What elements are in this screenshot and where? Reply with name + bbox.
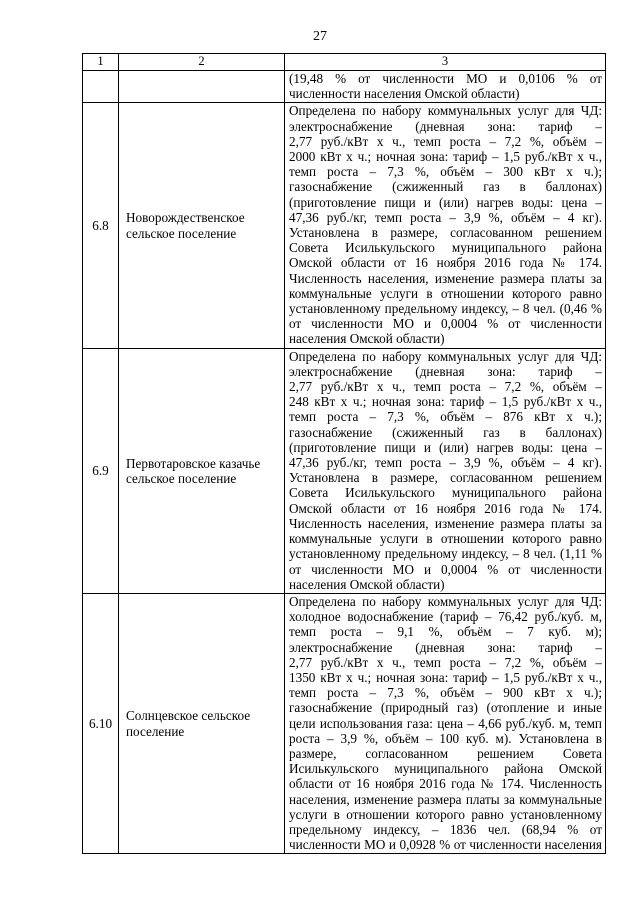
text-line: установленному предельному индексу, – 8 чел. (1,11 % xyxy=(289,546,602,562)
text-line: от численности МО и 0,0004 % от численности xyxy=(289,561,602,577)
continuation-row xyxy=(83,71,606,103)
text-line: установленному предельному индексу, – 8 чел. (0,46 % xyxy=(289,301,602,317)
text-line: Исилькульского муниципального района Омской xyxy=(289,761,602,777)
text-line: численности населения Омской области) xyxy=(289,86,520,102)
text-line: Численность населения, изменение размера платы за xyxy=(289,515,602,531)
tariff-description xyxy=(285,103,606,348)
text-line: Установлена в размере, согласованном решением xyxy=(289,225,602,241)
table-row xyxy=(83,593,606,853)
text-line: Омской области от 16 ноября 2016 года № 174. xyxy=(289,500,602,516)
text-line: (приготовление пищи и (или) нагрев воды: цена – xyxy=(289,439,602,455)
text-line: электроснабжение (дневная зона: тариф – xyxy=(289,639,602,655)
tariff-table xyxy=(82,53,606,854)
text-line: населения Омской области) xyxy=(289,331,445,347)
tariff-description xyxy=(285,348,606,593)
text-line: 2,77 руб./кВт х ч., темп роста – 7,2 %, объём – xyxy=(289,654,602,670)
text-line: Установлена в размере, согласованном решением xyxy=(289,470,602,486)
text-line: Определена по набору коммунальных услуг для ЧД: xyxy=(289,348,602,364)
text-line: 47,36 руб./кг, темп роста – 3,9 %, объём – 4 кг). xyxy=(289,455,602,471)
text-line: газоснабжение (природный газ) (отопление и иные xyxy=(289,700,602,716)
header-col-2: 2 xyxy=(119,54,285,71)
text-line: Определена по набору коммунальных услуг для ЧД: xyxy=(289,593,602,609)
text-line: Численность населения, изменение размера платы за xyxy=(289,270,602,286)
settlement-name: Первотаровское казачье сельское поселение xyxy=(119,348,285,593)
text-line: услуги в отношении которого равно установленному xyxy=(289,806,602,822)
text-line: газоснабжение (сжиженный газ в баллонах) xyxy=(289,179,602,195)
table-header-row xyxy=(83,54,606,71)
text-line: роста – 3,9 %, объём – 100 куб. м). Установлена в xyxy=(289,730,602,746)
text-line: 2000 кВт х ч.; ночная зона: тариф – 1,5 руб./кВт х ч., xyxy=(289,149,602,165)
row-number: 6.10 xyxy=(83,593,119,853)
text-line: населения, изменение размера платы за коммунальные xyxy=(289,791,602,807)
header-col-3: 3 xyxy=(285,54,606,71)
text-line: (19,48 % от численности МО и 0,0106 % от xyxy=(289,71,602,86)
text-line: Омской области от 16 ноября 2016 года № 174. xyxy=(289,255,602,271)
text-line: размере, согласованном решением Совета xyxy=(289,745,602,761)
text-line: электроснабжение (дневная зона: тариф – xyxy=(289,118,602,134)
text-line: коммунальные услуги в отношении которого равно xyxy=(289,531,602,547)
text-line: Определена по набору коммунальных услуг для ЧД: xyxy=(289,103,602,119)
text-line: 248 кВт х ч.; ночная зона: тариф – 1,5 руб./кВт х ч., xyxy=(289,394,602,410)
text-line: 1350 кВт х ч.; ночная зона: тариф – 1,5 руб./кВт х ч., xyxy=(289,669,602,685)
table-row xyxy=(83,103,606,348)
text-line: Совета Исилькульского муниципального района xyxy=(289,485,602,501)
continuation-name-cell xyxy=(119,71,285,103)
text-line: области от 16 ноября 2016 года № 174. Численность xyxy=(289,776,602,792)
text-line: темп роста – 7,3 %, объём – 900 кВт х ч.); xyxy=(289,685,602,701)
settlement-name: Новорождественское сельское поселение xyxy=(119,103,285,348)
text-line: темп роста – 7,3 %, объём – 300 кВт х ч.); xyxy=(289,164,602,180)
text-line: газоснабжение (сжиженный газ в баллонах) xyxy=(289,424,602,440)
header-col-1: 1 xyxy=(83,54,119,71)
text-line: темп роста – 7,3 %, объём – 876 кВт х ч.); xyxy=(289,409,602,425)
settlement-name: Солнцевское сельское поселение xyxy=(119,593,285,853)
text-line: 2,77 руб./кВт х ч., темп роста – 7,2 %, объём – xyxy=(289,133,602,149)
text-line: 2,77 руб./кВт х ч., темп роста – 7,2 %, объём – xyxy=(289,379,602,395)
text-line: цели использования газа: цена – 4,66 руб./куб. м, темп xyxy=(289,715,602,731)
table-row xyxy=(83,348,606,593)
text-line: темп роста – 9,1 %, объём – 7 куб. м); xyxy=(289,624,602,640)
text-line: электроснабжение (дневная зона: тариф – xyxy=(289,363,602,379)
text-line: предельному индексу, – 1836 чел. (68,94 % от xyxy=(289,821,602,837)
page-number: 27 xyxy=(313,29,327,44)
continuation-text-cell xyxy=(285,71,606,103)
text-line: (приготовление пищи и (или) нагрев воды: цена – xyxy=(289,194,602,210)
text-line: населения Омской области) xyxy=(289,576,445,592)
text-line: холодное водоснабжение (тариф – 76,42 руб./куб. м, xyxy=(289,609,602,625)
text-line: от численности МО и 0,0004 % от численности xyxy=(289,316,602,332)
text-line: численности МО и 0,0928 % от численности населения xyxy=(289,837,602,853)
row-number: 6.8 xyxy=(83,103,119,348)
text-line: коммунальные услуги в отношении которого равно xyxy=(289,285,602,301)
text-line: Совета Исилькульского муниципального района xyxy=(289,240,602,256)
row-number: 6.9 xyxy=(83,348,119,593)
continuation-num-cell xyxy=(83,71,119,103)
text-line: 47,36 руб./кг, темп роста – 3,9 %, объём – 4 кг). xyxy=(289,209,602,225)
tariff-description xyxy=(285,593,606,853)
